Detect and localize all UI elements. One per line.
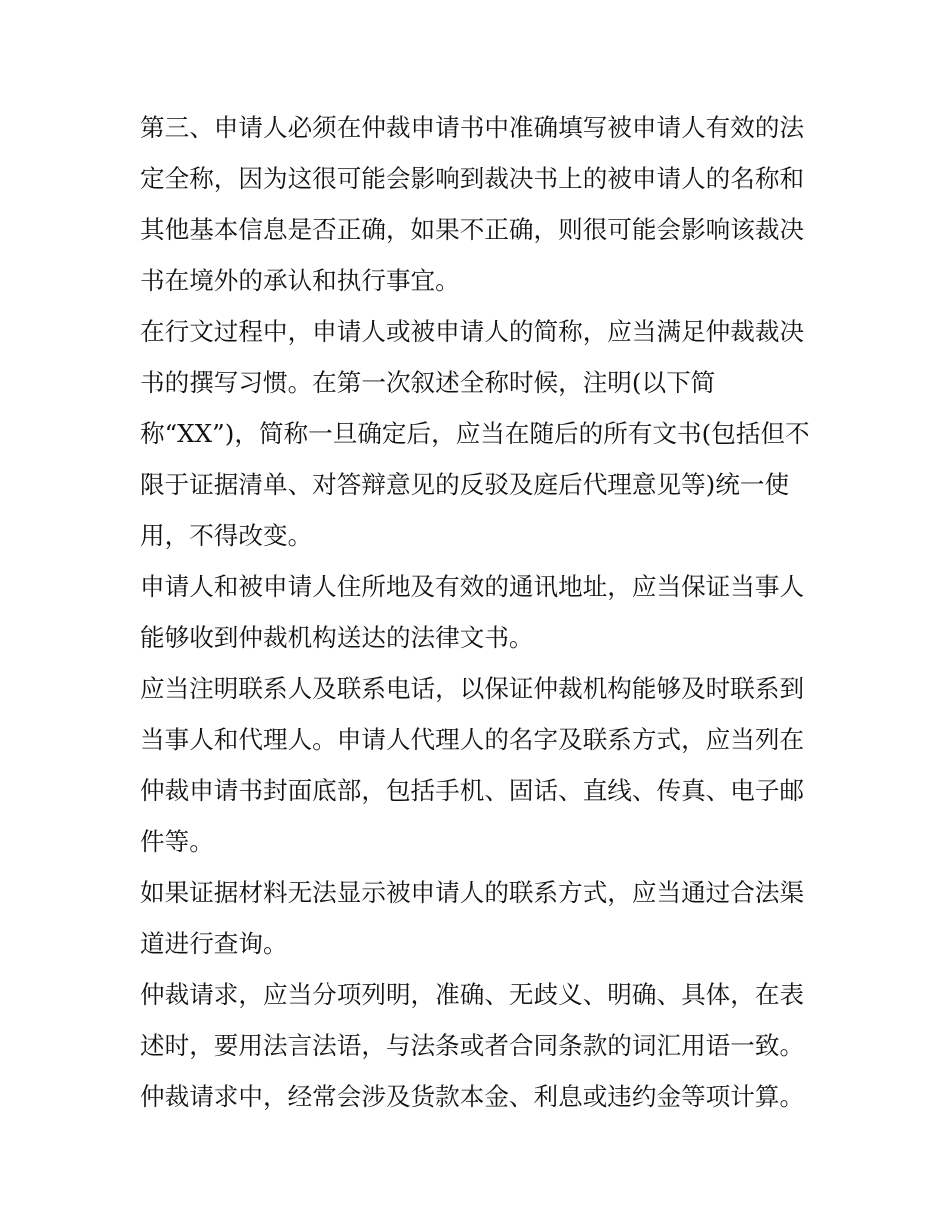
text-line: 第三、申请人必须在仲裁申请书中准确填写被申请人有效的法: [140, 113, 805, 142]
text-line: 如果证据材料无法显示被申请人的联系方式，应当通过合法渠: [140, 878, 805, 907]
text-line: 书的撰写习惯。在第一次叙述全称时候，注明(以下简: [140, 368, 716, 397]
text-line: 件等。: [140, 827, 214, 856]
text-line: 在行文过程中，申请人或被申请人的简称，应当满足仲裁裁决: [140, 317, 805, 346]
text-line: 用，不得改变。: [140, 521, 313, 550]
text-line: 应当注明联系人及联系电话，以保证仲裁机构能够及时联系到: [140, 674, 805, 703]
text-line: 限于证据清单、对答辩意见的反驳及庭后代理意见等)统一使: [140, 470, 790, 499]
text-line: 其他基本信息是否正确，如果不正确，则很可能会影响该裁决: [140, 215, 805, 244]
text-line: 仲裁请求中，经常会涉及货款本金、利息或违约金等项计算。: [140, 1082, 805, 1111]
text-line: 书在境外的承认和执行事宜。: [140, 266, 460, 295]
text-line: 述时，要用法言法语，与法条或者合同条款的词汇用语一致。: [140, 1031, 805, 1060]
text-line: 申请人和被申请人住所地及有效的通讯地址，应当保证当事人: [140, 572, 805, 601]
text-line: 能够收到仲裁机构送达的法律文书。: [140, 623, 534, 652]
text-line: 定全称，因为这很可能会影响到裁决书上的被申请人的名称和: [140, 164, 805, 193]
text-line: 道进行查询。: [140, 929, 288, 958]
text-line: 当事人和代理人。申请人代理人的名字及联系方式，应当列在: [140, 725, 805, 754]
text-line: 仲裁请求，应当分项列明，准确、无歧义、明确、具体，在表: [140, 980, 805, 1009]
text-line: 仲裁申请书封面底部，包括手机、固话、直线、传真、电子邮: [140, 776, 805, 805]
text-line: 称“XX”)，简称一旦确定后，应当在随后的所有文书(包括但不: [140, 419, 810, 448]
